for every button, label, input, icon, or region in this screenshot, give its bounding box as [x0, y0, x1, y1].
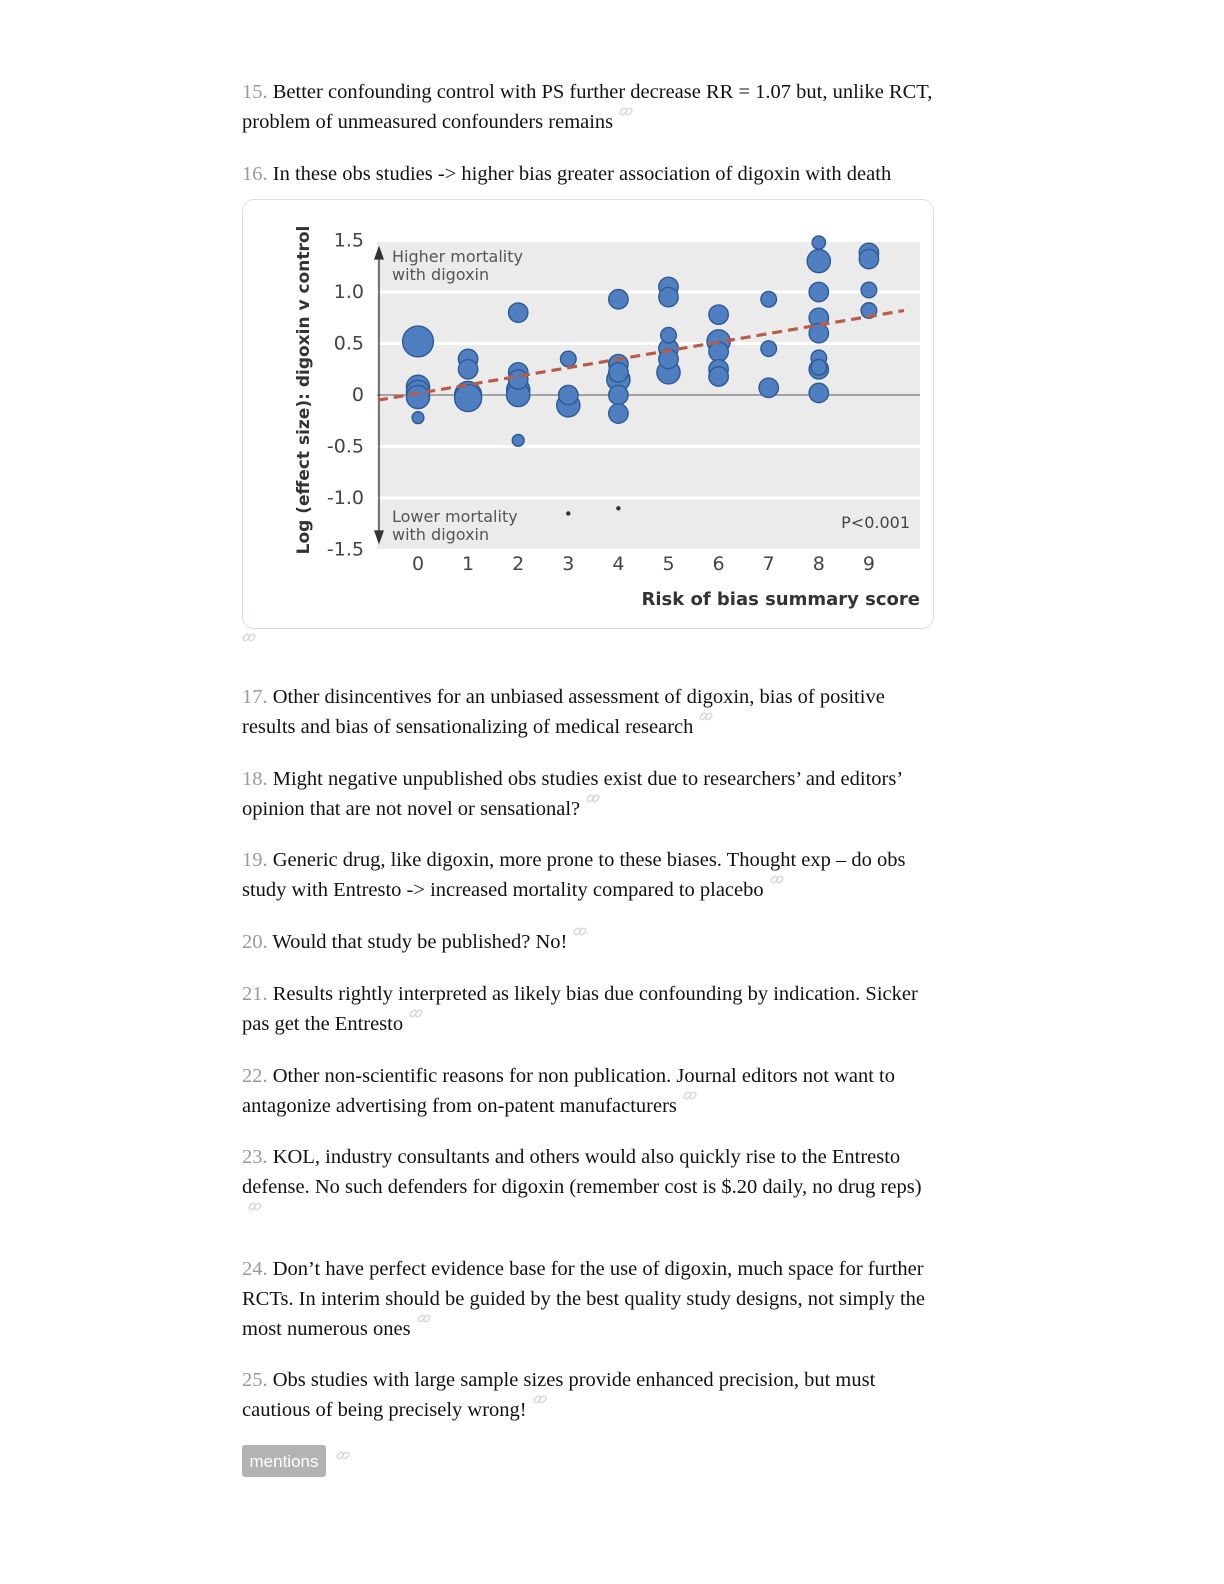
data-point [406, 385, 429, 408]
data-point [761, 291, 777, 307]
data-point [609, 290, 628, 309]
data-point [807, 250, 830, 273]
data-point [761, 341, 777, 357]
list-item [242, 764, 942, 824]
data-point [609, 363, 628, 382]
data-point [811, 359, 827, 375]
data-point [509, 370, 528, 389]
y-tick-label: 0 [351, 384, 364, 406]
x-axis-label: Risk of bias summary score [641, 589, 920, 610]
item-text: Other non-scientific reasons for non publication. Journal editors not want to antagonize advertising from on-patent manufacturers [242, 1065, 896, 1117]
x-tick-label: 3 [562, 553, 575, 575]
link-icon[interactable] [531, 1387, 549, 1405]
y-tick-label: -0.5 [326, 435, 364, 458]
data-point [609, 385, 628, 404]
link-icon[interactable] [246, 1194, 264, 1212]
data-point [458, 360, 477, 379]
data-point [759, 378, 778, 397]
x-tick-label: 4 [612, 553, 625, 575]
x-tick-label: 8 [812, 553, 825, 575]
x-tick-label: 7 [762, 553, 775, 575]
item-number: 21. [242, 983, 268, 1005]
item-number: 24. [242, 1258, 268, 1280]
y-tick-label: 1.0 [333, 281, 364, 303]
list-item [242, 1142, 942, 1232]
data-point [566, 511, 570, 515]
link-icon[interactable] [334, 1446, 352, 1464]
annotation-higher-line1: Higher mortality [392, 247, 523, 266]
item-text: Obs studies with large sample sizes provide enhanced precision, but must cautious of being precisely wrong! [242, 1369, 876, 1421]
item-text: Better confounding control with PS further decrease RR = 1.07 but, unlike RCT, problem of unmeasured confounders remains [242, 81, 933, 133]
item-text: Results rightly interpreted as likely bias due confounding by indication. Sicker pas get the Entresto [242, 983, 918, 1035]
data-point [561, 351, 577, 367]
data-point [861, 282, 877, 298]
link-icon[interactable] [768, 867, 786, 885]
data-point [709, 342, 728, 361]
item-text: Might negative unpublished obs studies exist due to researchers’ and editors’ opinion that are not novel or sensational? [242, 768, 902, 820]
list-item [242, 1254, 942, 1344]
item-text: In these obs studies -> higher bias greater association of digoxin with death [272, 163, 892, 185]
data-point [709, 305, 728, 324]
item-text: KOL, industry consultants and others would also quickly rise to the Entresto defense. No such defenders for digoxin (remember cost is $.20 daily, no drug reps) [242, 1146, 922, 1198]
data-point [616, 506, 620, 510]
y-tick-label: -1.5 [326, 538, 364, 561]
x-tick-label: 0 [411, 553, 425, 575]
link-icon[interactable] [697, 704, 715, 722]
x-tick-label: 1 [462, 553, 475, 575]
data-point [512, 434, 524, 446]
data-point [659, 287, 678, 306]
link-icon[interactable] [240, 628, 258, 646]
annotation-lower-line2: with digoxin [392, 525, 490, 544]
item-number: 19. [242, 849, 268, 871]
link-icon[interactable] [407, 1001, 425, 1019]
mentions-button[interactable]: mentions [242, 1445, 326, 1477]
data-point [609, 404, 628, 423]
data-point [661, 327, 677, 343]
link-icon[interactable] [415, 1306, 433, 1324]
data-point [455, 385, 482, 412]
item-text: Other disincentives for an unbiased assessment of digoxin, bias of positive results and bias of sensationalizing of medical research [242, 686, 885, 738]
x-tick-label: 9 [862, 553, 875, 575]
item-text: Generic drug, like digoxin, more prone to these biases. Thought exp – do obs study with Entresto -> increased mortality compared to placebo [242, 849, 906, 901]
data-point [859, 249, 878, 268]
data-point [709, 367, 728, 386]
data-point [509, 303, 528, 322]
list-item [242, 682, 942, 742]
y-axis-label: Log (effect size): digoxin v control [294, 225, 314, 555]
item-number: 23. [242, 1146, 268, 1168]
x-tick-label: 5 [662, 553, 675, 575]
data-point [412, 412, 424, 424]
data-point [809, 282, 828, 301]
list-item [242, 77, 942, 137]
item-number: 25. [242, 1369, 268, 1391]
y-tick-label: 0.5 [333, 332, 364, 355]
item-number: 15. [242, 81, 268, 103]
list-item [242, 979, 942, 1039]
item-text: Don’t have perfect evidence base for the use of digoxin, much space for further RCTs. In interim should be guided by the best quality study designs, not simply the most numerous ones [242, 1258, 925, 1340]
list-item [242, 159, 942, 189]
item-number: 16. [242, 163, 268, 185]
list-item [242, 927, 942, 957]
data-point [809, 383, 828, 402]
data-point [559, 385, 578, 404]
data-point [403, 326, 434, 357]
scatter-chart [243, 200, 933, 628]
link-icon[interactable] [681, 1083, 699, 1101]
item-number: 22. [242, 1065, 268, 1087]
item-number: 17. [242, 686, 268, 708]
annotation-lower-line1: Lower mortality [392, 507, 518, 526]
data-point [812, 236, 825, 249]
item-number: 20. [242, 931, 268, 953]
annotation-higher-line2: with digoxin [392, 265, 490, 284]
x-tick-label: 2 [512, 553, 525, 575]
list-item [242, 1365, 942, 1425]
link-icon[interactable] [584, 786, 602, 804]
link-icon[interactable] [571, 919, 589, 937]
p-value-label: P<0.001 [841, 513, 910, 532]
figure-container [242, 199, 934, 629]
list-item [242, 1061, 942, 1121]
list-item [242, 845, 942, 905]
x-tick-label: 6 [712, 553, 725, 575]
item-text: Would that study be published? No! [272, 931, 568, 953]
y-tick-label: 1.5 [333, 229, 364, 252]
link-icon[interactable] [617, 99, 635, 117]
item-number: 18. [242, 768, 268, 790]
y-tick-label: -1.0 [326, 487, 364, 509]
